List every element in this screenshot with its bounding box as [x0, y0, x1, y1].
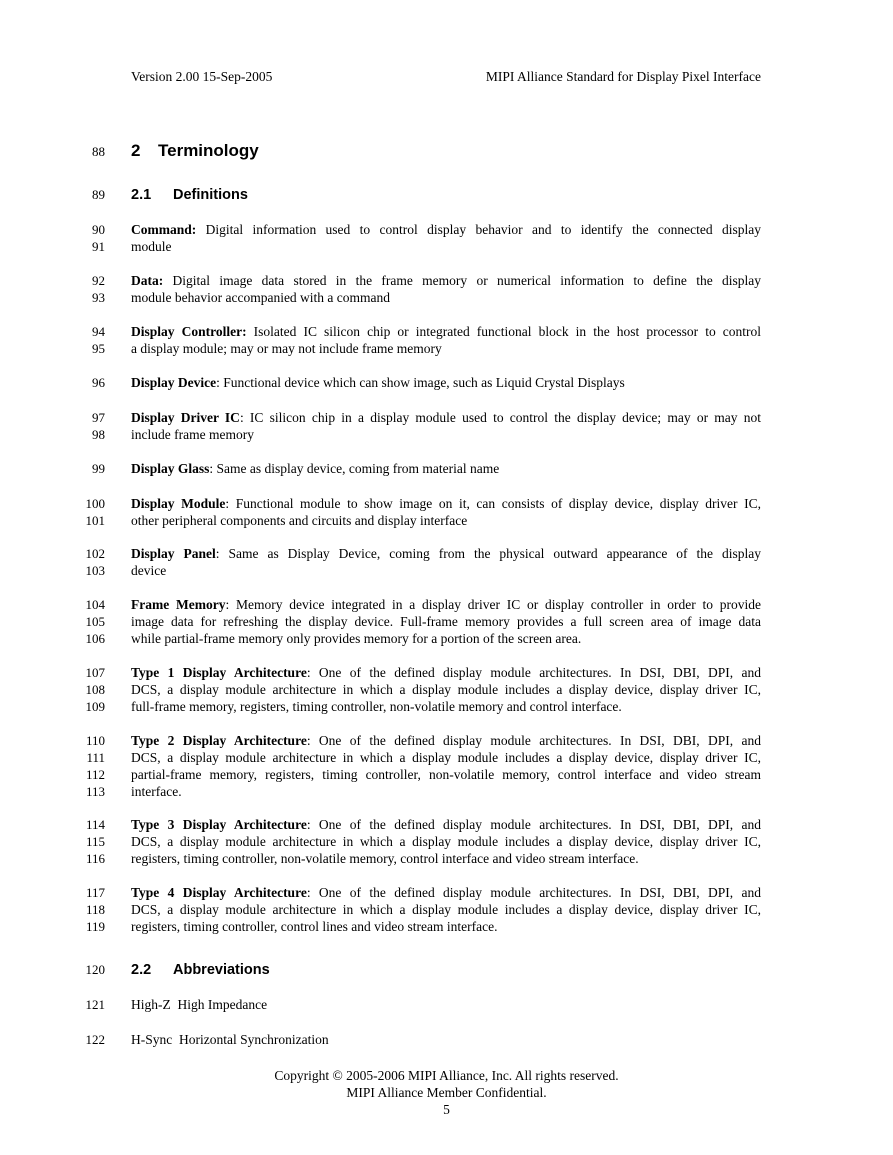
- header-title: MIPI Alliance Standard for Display Pixel Interface: [485, 69, 761, 84]
- definition-line: [60, 496, 761, 513]
- section-heading: [60, 141, 761, 161]
- line-number: 118: [85, 902, 105, 917]
- line-number: 98: [92, 427, 105, 442]
- footer-copyright: Copyright © 2005-2006 MIPI Alliance, Inc. All rights reserved.: [274, 1068, 619, 1083]
- definition-term: Display Glass: [131, 461, 210, 476]
- definition-text: other peripheral components and circuits and display interface: [131, 513, 468, 528]
- definition-term: Display Driver IC: [131, 410, 240, 425]
- definition-line: [60, 273, 761, 290]
- definition-line: [60, 324, 761, 341]
- line-number: 104: [85, 597, 105, 612]
- line-number: 100: [85, 496, 105, 511]
- definition-text: registers, timing controller, control lines and video stream interface.: [131, 919, 498, 934]
- section-title: Terminology: [158, 141, 259, 160]
- line-number: 107: [85, 665, 105, 680]
- line-number: 113: [85, 784, 105, 799]
- line-number: 96: [92, 375, 105, 390]
- definition-line: [60, 885, 761, 902]
- abbreviation-meaning: High Impedance: [177, 997, 268, 1012]
- definition-term: Display Panel: [131, 546, 216, 561]
- line-number: 95: [92, 341, 105, 356]
- definition-line: [60, 239, 761, 256]
- definition-line: [60, 614, 761, 631]
- line-number: 112: [85, 767, 105, 782]
- line-number: 110: [85, 733, 105, 748]
- line-number: 97: [92, 410, 105, 425]
- definition-line: [60, 817, 761, 834]
- definition-item: [60, 546, 761, 580]
- definition-text: : Functional module to show image on it, can consists of display device, display driver IC,: [225, 496, 761, 511]
- definition-line: [60, 834, 761, 851]
- definition-text: : One of the defined display module architectures. In DSI, DBI, DPI, and: [306, 733, 761, 748]
- definition-line: [60, 410, 761, 427]
- definition-text: : IC silicon chip in a display module used to control the display device; may or may not: [239, 410, 761, 425]
- definition-term: Frame Memory: [131, 597, 226, 612]
- line-number: 92: [92, 273, 105, 288]
- definition-text: device: [131, 563, 167, 578]
- definition-term: Display Controller:: [131, 324, 247, 339]
- abbreviation-item: [60, 997, 761, 1014]
- subsection-number: 2.1: [131, 187, 152, 203]
- definition-text: DCS, a display module architecture in which a display module includes a display device, display driver IC,: [131, 902, 761, 917]
- definition-line: [60, 750, 761, 767]
- definition-text: module behavior accompanied with a command: [131, 290, 391, 305]
- definition-text: while partial-frame memory only provides memory for a portion of the screen area.: [131, 631, 582, 646]
- definition-text: DCS, a display module architecture in which a display module includes a display device, display driver IC,: [131, 834, 761, 849]
- definition-item: [60, 375, 761, 392]
- definition-line: [60, 682, 761, 699]
- definition-line: [60, 563, 761, 580]
- line-number: 121: [85, 997, 105, 1012]
- definition-line: [60, 341, 761, 358]
- line-number: 117: [85, 885, 105, 900]
- subsection-title: Abbreviations: [173, 962, 270, 978]
- definition-text: : Memory device integrated in a display driver IC or display controller in order to provide: [225, 597, 762, 612]
- definition-text: module: [131, 239, 172, 254]
- definition-line: [60, 546, 761, 563]
- definition-text: : One of the defined display module architectures. In DSI, DBI, DPI, and: [306, 817, 761, 832]
- definition-item: [60, 733, 761, 801]
- page-footer: [0, 1067, 893, 1118]
- definition-term: Command:: [131, 222, 197, 237]
- abbreviation: H-Sync: [131, 1032, 173, 1047]
- definition-line: [60, 919, 761, 936]
- definition-text: Isolated IC silicon chip or integrated functional block in the host processor to control: [246, 324, 762, 339]
- abbreviation-meaning: Horizontal Synchronization: [179, 1032, 329, 1047]
- definition-text: DCS, a display module architecture in which a display module includes a display device, display driver IC,: [131, 750, 761, 765]
- line-number: 89: [92, 187, 105, 202]
- abbreviation-item: [60, 1032, 761, 1049]
- definition-line: [60, 733, 761, 750]
- line-number: 109: [85, 699, 105, 714]
- definition-item: [60, 410, 761, 444]
- definition-text: image data for refreshing the display device. Full-frame memory provides a full screen area of image data: [131, 614, 761, 629]
- line-number: 115: [85, 834, 105, 849]
- line-number: 94: [92, 324, 105, 339]
- line-number: 93: [92, 290, 105, 305]
- definition-item: [60, 273, 761, 307]
- definition-line: [60, 290, 761, 307]
- definition-line: [60, 222, 761, 239]
- line-number: 88: [92, 144, 105, 159]
- subsection-heading-definitions: [60, 187, 761, 204]
- definition-item: [60, 222, 761, 256]
- page-number: 5: [443, 1102, 450, 1117]
- definition-term: Type 1 Display Architecture: [131, 665, 307, 680]
- definition-line: [60, 461, 761, 478]
- line-number: 114: [85, 817, 105, 832]
- line-number: 116: [85, 851, 105, 866]
- definition-line: [60, 597, 761, 614]
- line-number: 111: [86, 750, 105, 765]
- definition-item: [60, 665, 761, 716]
- definition-line: [60, 851, 761, 868]
- line-number: 106: [85, 631, 105, 646]
- definition-text: registers, timing controller, non-volatile memory, control interface and video stream interface.: [131, 851, 639, 866]
- line-number: 102: [85, 546, 105, 561]
- abbreviation: High-Z: [131, 997, 171, 1012]
- definition-item: [60, 324, 761, 358]
- line-number: 90: [92, 222, 105, 237]
- line-number: 120: [85, 962, 105, 977]
- definition-item: [60, 496, 761, 530]
- definition-text: full-frame memory, registers, timing controller, non-volatile memory and control interface.: [131, 699, 622, 714]
- definition-line: [60, 427, 761, 444]
- section-number: 2: [131, 141, 141, 160]
- header-version: Version 2.00 15-Sep-2005: [131, 69, 273, 84]
- definition-item: [60, 817, 761, 868]
- definition-text: Digital image data stored in the frame memory or numerical information to define the display: [163, 273, 761, 288]
- definition-text: include frame memory: [131, 427, 254, 442]
- line-number: 99: [92, 461, 105, 476]
- definition-text: DCS, a display module architecture in which a display module includes a display device, display driver IC,: [131, 682, 761, 697]
- definition-line: [60, 902, 761, 919]
- line-number: 122: [85, 1032, 105, 1047]
- definition-term: Data:: [131, 273, 164, 288]
- subsection-number: 2.2: [131, 962, 152, 978]
- definition-line: [60, 784, 761, 801]
- definition-text: : Functional device which can show image, such as Liquid Crystal Displays: [216, 375, 625, 390]
- definition-line: [60, 665, 761, 682]
- definition-term: Display Device: [131, 375, 217, 390]
- definition-text: a display module; may or may not include frame memory: [131, 341, 442, 356]
- definition-item: [60, 885, 761, 936]
- line-number: 119: [85, 919, 105, 934]
- page-header: [131, 69, 761, 87]
- definition-text: partial-frame memory, registers, timing controller, non-volatile memory, control interface and video stream: [131, 767, 761, 782]
- line-number: 105: [85, 614, 105, 629]
- line-number: 101: [85, 513, 105, 528]
- definition-term: Display Module: [131, 496, 226, 511]
- footer-confidential: MIPI Alliance Member Confidential.: [346, 1085, 547, 1100]
- definition-text: : Same as display device, coming from material name: [209, 461, 500, 476]
- definition-text: Digital information used to control display behavior and to identify the connected display: [196, 222, 761, 237]
- definition-line: [60, 767, 761, 784]
- definition-line: [60, 699, 761, 716]
- definition-term: Type 4 Display Architecture: [131, 885, 307, 900]
- definition-line: [60, 513, 761, 530]
- definition-text: : One of the defined display module architectures. In DSI, DBI, DPI, and: [306, 665, 761, 680]
- definition-text: interface.: [131, 784, 182, 799]
- definition-text: : Same as Display Device, coming from the physical outward appearance of the display: [215, 546, 761, 561]
- line-number: 91: [92, 239, 105, 254]
- line-number: 103: [85, 563, 105, 578]
- subsection-title: Definitions: [173, 187, 248, 203]
- definition-term: Type 2 Display Architecture: [131, 733, 307, 748]
- definition-line: [60, 375, 761, 392]
- definition-line: [60, 631, 761, 648]
- definition-item: [60, 597, 761, 648]
- line-number: 108: [85, 682, 105, 697]
- definition-text: : One of the defined display module architectures. In DSI, DBI, DPI, and: [306, 885, 761, 900]
- definition-item: [60, 461, 761, 478]
- subsection-heading-abbreviations: [60, 962, 761, 979]
- definition-term: Type 3 Display Architecture: [131, 817, 307, 832]
